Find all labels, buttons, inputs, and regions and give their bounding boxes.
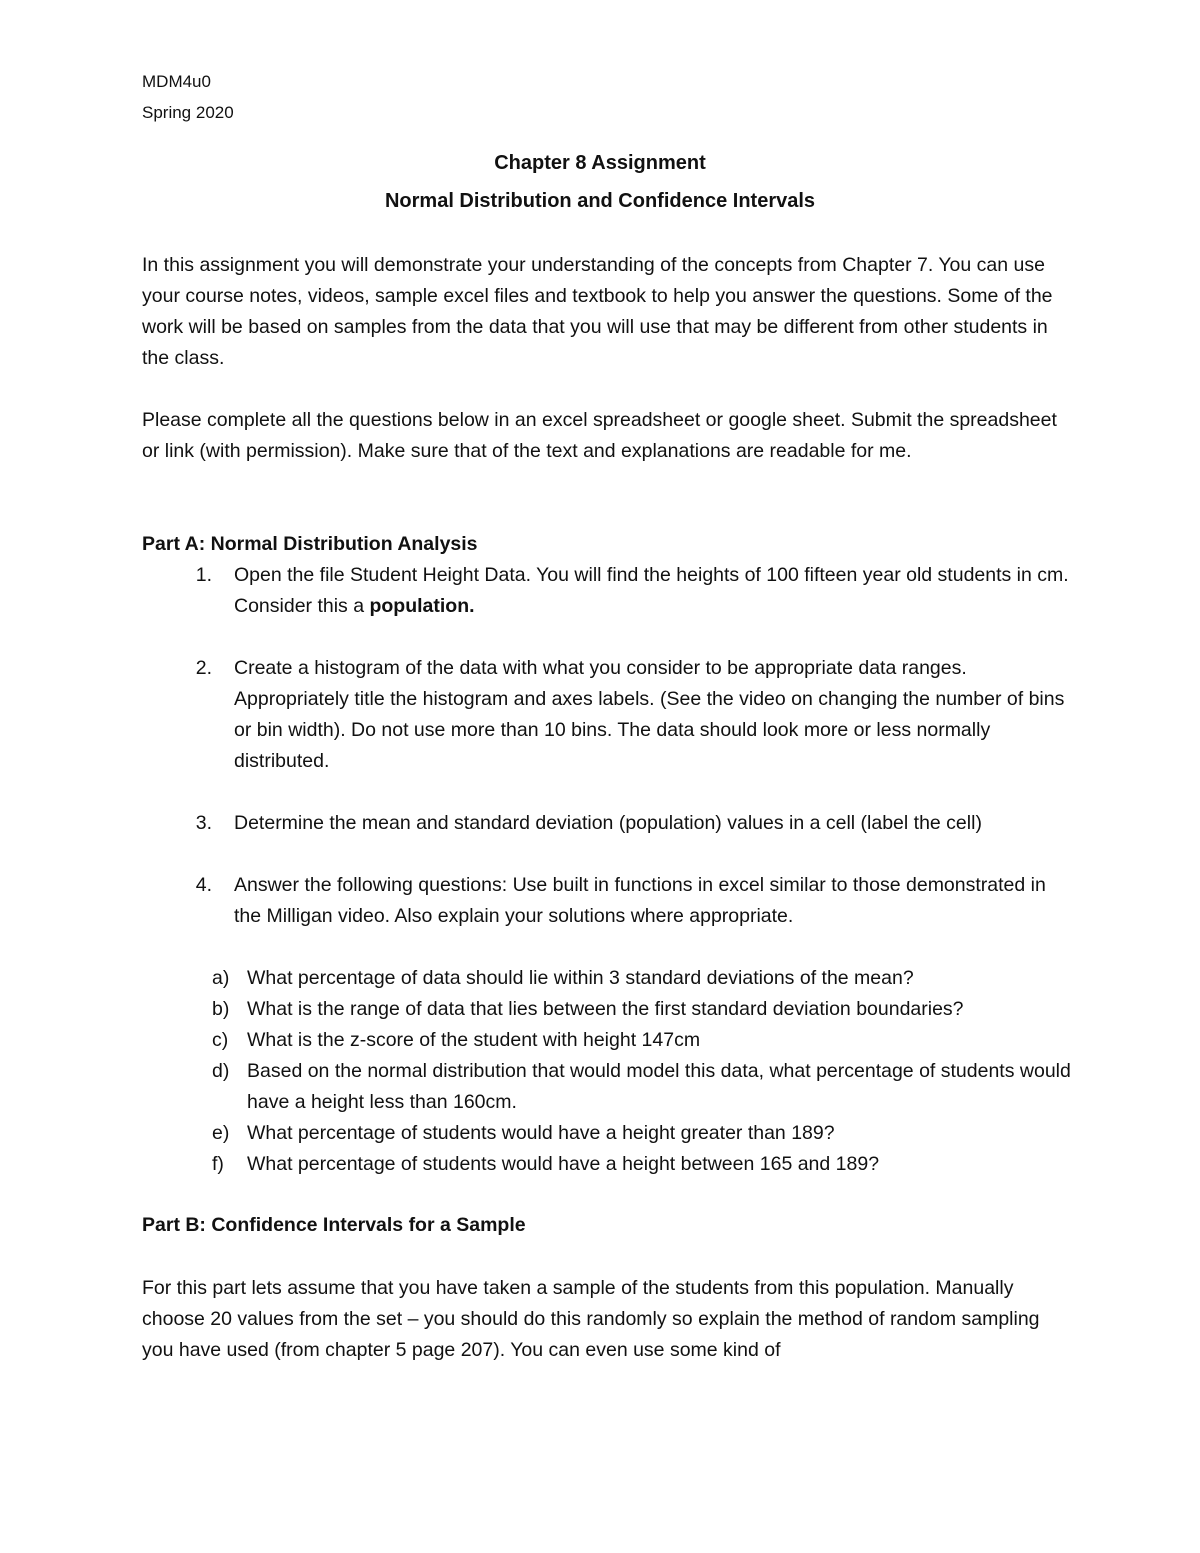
question-text: Answer the following questions: Use built in functions in excel similar to those demonstrated in the Milligan video. Also explain your solutions where appropriate.	[234, 874, 1046, 927]
title-line-1: Chapter 8 Assignment	[494, 152, 706, 174]
subquestion-letter: f)	[212, 1153, 224, 1175]
subquestion-letter: a)	[212, 967, 230, 989]
question-number: 4.	[195, 874, 212, 896]
title-line-2: Normal Distribution and Confidence Intervals	[384, 190, 816, 212]
course-code: MDM4u0	[142, 72, 211, 91]
emphasis-population: population.	[369, 595, 475, 617]
question-number: 2.	[195, 657, 212, 679]
subquestion-letter: b)	[212, 998, 230, 1020]
intro-paragraph-2: Please complete all the questions below in an excel spreadsheet or google sheet. Submit the spreadsheet or link (with permission). Make sure that of the text and explanations are readable for me.	[142, 409, 1057, 462]
subquestion-letter: d)	[212, 1060, 230, 1082]
question-text: Determine the mean and standard deviation (population) values in a cell (label the cell)	[234, 812, 982, 834]
part-a-subquestions	[142, 963, 1072, 1180]
part-a-heading: Part A: Normal Distribution Analysis	[142, 533, 478, 555]
intro-paragraph-1: In this assignment you will demonstrate your understanding of the concepts from Chapter 7. You can use your course notes, videos, sample excel files and textbook to help you answer the questions. Some of the work will be based on samples from the data that you will use that may be different from other students in the class.	[142, 254, 1053, 369]
subquestion-text: What percentage of students would have a height between 165 and 189?	[247, 1153, 880, 1175]
question-text: Create a histogram of the data with what you consider to be appropriate data ranges. Appropriately title the histogram and axes labels. (See the video on changing the number of bins or bin width). Do not use more than 10 bins. The data should look more or less normally distributed.	[234, 657, 1065, 772]
subquestion-text: What percentage of data should lie within 3 standard deviations of the mean?	[247, 967, 914, 989]
part-a-question-1	[142, 560, 1072, 622]
subquestion-d	[142, 1056, 1072, 1118]
term: Spring 2020	[142, 103, 234, 122]
document-header	[142, 66, 234, 128]
subquestion-e	[142, 1118, 1072, 1149]
subquestion-a	[142, 963, 1072, 994]
part-a-question-2	[142, 653, 1072, 777]
subquestion-b	[142, 994, 1072, 1025]
subquestion-text: What is the range of data that lies between the first standard deviation boundaries?	[247, 998, 964, 1020]
question-number: 3.	[195, 812, 212, 834]
subquestion-f	[142, 1149, 1072, 1180]
question-number: 1.	[195, 564, 212, 586]
subquestion-text: Based on the normal distribution that would model this data, what percentage of students would have a height less than 160cm.	[247, 1060, 1071, 1113]
subquestion-text: What percentage of students would have a height greater than 189?	[247, 1122, 835, 1144]
question-text: Open the file Student Height Data. You will find the heights of 100 fifteen year old students in cm. Consider this a	[234, 564, 1069, 617]
part-a-question-3	[142, 808, 1072, 839]
subquestion-text: What is the z-score of the student with height 147cm	[247, 1029, 701, 1051]
subquestion-c	[142, 1025, 1072, 1056]
part-b-paragraph: For this part lets assume that you have taken a sample of the students from this population. Manually choose 20 values from the set – you should do this randomly so explain the method of random sampling you have used (from chapter 5 page 207). You can even use some kind of	[142, 1277, 1040, 1361]
subquestion-letter: c)	[212, 1029, 229, 1051]
subquestion-letter: e)	[212, 1122, 230, 1144]
document-title	[0, 144, 1200, 220]
part-a-question-4	[142, 870, 1072, 932]
part-b-heading: Part B: Confidence Intervals for a Sample	[142, 1214, 526, 1236]
